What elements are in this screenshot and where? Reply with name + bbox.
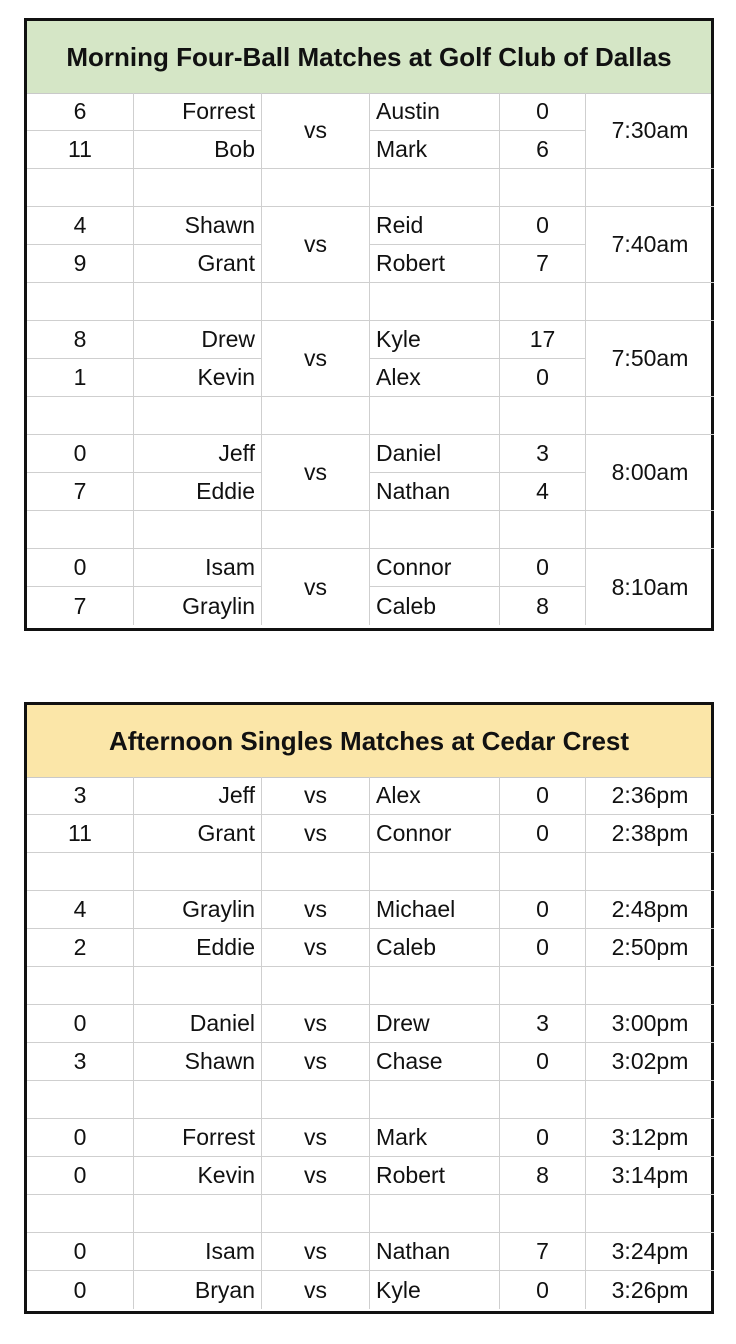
right-score: 3 — [500, 1005, 586, 1043]
vs-label: vs — [262, 1119, 370, 1157]
tee-time: 2:36pm — [586, 777, 714, 815]
tee-time: 2:38pm — [586, 815, 714, 853]
left-player: Isam — [134, 1233, 262, 1271]
left-player: Forrest — [134, 93, 262, 131]
left-player: Graylin — [134, 891, 262, 929]
right-score: 0 — [500, 929, 586, 967]
left-score: 7 — [27, 587, 134, 625]
spacer-cell — [500, 397, 586, 435]
spacer-cell — [500, 169, 586, 207]
left-player: Eddie — [134, 929, 262, 967]
tee-time: 8:00am — [586, 435, 714, 511]
right-player: Michael — [370, 891, 500, 929]
right-score: 6 — [500, 131, 586, 169]
right-player: Kyle — [370, 1271, 500, 1309]
right-score: 4 — [500, 473, 586, 511]
spacer-cell — [586, 1081, 714, 1119]
vs-label: vs — [262, 93, 370, 169]
right-player: Connor — [370, 815, 500, 853]
right-player: Nathan — [370, 473, 500, 511]
left-player: Drew — [134, 321, 262, 359]
spacer-cell — [586, 283, 714, 321]
tee-time: 3:26pm — [611, 1276, 689, 1303]
spacer-cell — [134, 511, 262, 549]
left-score: 3 — [27, 1043, 134, 1081]
vs-label: vs — [262, 929, 370, 967]
vs-label: vs — [262, 549, 370, 625]
spacer-cell — [370, 169, 500, 207]
spacer-cell — [500, 1081, 586, 1119]
spacer-cell — [27, 967, 134, 1005]
spacer-cell — [262, 511, 370, 549]
right-score: 7 — [500, 245, 586, 283]
tee-time: 7:50am — [586, 321, 714, 397]
right-score: 8 — [500, 587, 586, 625]
vs-label: vs — [262, 321, 370, 397]
tee-time: 2:50pm — [586, 929, 714, 967]
spacer-cell — [134, 853, 262, 891]
spacer-cell — [370, 967, 500, 1005]
afternoon-table-title: Afternoon Singles Matches at Cedar Crest — [27, 705, 711, 778]
left-player: Jeff — [134, 435, 262, 473]
right-score: 0 — [500, 207, 586, 245]
spacer-cell — [134, 169, 262, 207]
left-score: 0 — [27, 1271, 134, 1309]
left-score: 11 — [27, 815, 134, 853]
left-score: 8 — [27, 321, 134, 359]
vs-label: vs — [262, 1043, 370, 1081]
right-player: Daniel — [370, 435, 500, 473]
vs-label: vs — [262, 207, 370, 283]
left-score: 4 — [27, 207, 134, 245]
spacer-cell — [500, 967, 586, 1005]
right-score: 0 — [500, 1119, 586, 1157]
tee-time: 8:10am — [611, 573, 689, 600]
spacer-cell — [27, 1081, 134, 1119]
spacer-cell — [586, 967, 714, 1005]
right-player: Reid — [370, 207, 500, 245]
spacer-cell — [586, 511, 714, 549]
left-score: 2 — [27, 929, 134, 967]
right-player: Mark — [370, 1119, 500, 1157]
spacer-cell — [370, 397, 500, 435]
left-player: Bryan — [134, 1271, 262, 1309]
spacer-cell — [370, 853, 500, 891]
tee-time: 7:40am — [586, 207, 714, 283]
right-player: Nathan — [370, 1233, 500, 1271]
left-player: Bob — [134, 131, 262, 169]
spacer-cell — [27, 397, 134, 435]
spacer-cell — [134, 1081, 262, 1119]
right-score: 0 — [500, 891, 586, 929]
left-player: Shawn — [134, 207, 262, 245]
left-score: 9 — [27, 245, 134, 283]
left-player: Isam — [134, 549, 262, 587]
right-player: Chase — [370, 1043, 500, 1081]
spacer-cell — [262, 283, 370, 321]
spacer-cell — [586, 169, 714, 207]
right-score: 17 — [500, 321, 586, 359]
right-player: Austin — [370, 93, 500, 131]
spacer-cell — [27, 511, 134, 549]
spacer-cell — [370, 1081, 500, 1119]
right-score: 0 — [500, 1043, 586, 1081]
spacer-cell — [262, 967, 370, 1005]
left-score: 0 — [27, 1005, 134, 1043]
spacer-cell — [27, 169, 134, 207]
vs-label: vs — [262, 1005, 370, 1043]
right-score: 0 — [500, 549, 586, 587]
right-player: Alex — [370, 359, 500, 397]
spacer-cell — [500, 1195, 586, 1233]
left-player: Forrest — [134, 1119, 262, 1157]
spacer-cell — [27, 1195, 134, 1233]
vs-label: vs — [262, 891, 370, 929]
left-score: 0 — [27, 1233, 134, 1271]
left-score: 7 — [27, 473, 134, 511]
spacer-cell — [586, 397, 714, 435]
left-score: 11 — [27, 131, 134, 169]
spacer-cell — [500, 511, 586, 549]
vs-label: vs — [262, 777, 370, 815]
right-score: 0 — [500, 815, 586, 853]
spacer-cell — [586, 1195, 714, 1233]
spacer-cell — [370, 283, 500, 321]
right-score: 8 — [500, 1157, 586, 1195]
vs-label: vs — [262, 1271, 370, 1309]
left-score: 0 — [27, 435, 134, 473]
spacer-cell — [134, 397, 262, 435]
left-player: Eddie — [134, 473, 262, 511]
spacer-cell — [262, 397, 370, 435]
right-score: 0 — [500, 93, 586, 131]
left-player: Grant — [134, 815, 262, 853]
tee-time: 3:12pm — [586, 1119, 714, 1157]
spacer-cell — [500, 283, 586, 321]
left-score: 1 — [27, 359, 134, 397]
left-player: Jeff — [134, 777, 262, 815]
spacer-cell — [262, 1195, 370, 1233]
spacer-cell — [262, 853, 370, 891]
right-player: Caleb — [370, 587, 500, 625]
morning-table-title: Morning Four-Ball Matches at Golf Club of Dallas — [27, 21, 711, 94]
spacer-cell — [134, 283, 262, 321]
spacer-cell — [27, 283, 134, 321]
right-score: 0 — [500, 359, 586, 397]
spacer-cell — [262, 169, 370, 207]
left-player: Daniel — [134, 1005, 262, 1043]
vs-label: vs — [262, 435, 370, 511]
tee-time: 7:30am — [586, 93, 714, 169]
spacer-cell — [134, 967, 262, 1005]
spacer-cell — [27, 853, 134, 891]
right-player: Robert — [370, 1157, 500, 1195]
left-player: Graylin — [134, 587, 262, 625]
morning-matches-table — [24, 18, 714, 631]
right-score: 0 — [500, 777, 586, 815]
vs-label: vs — [262, 1233, 370, 1271]
afternoon-grid — [27, 777, 711, 1311]
left-player: Shawn — [134, 1043, 262, 1081]
spacer-cell — [134, 1195, 262, 1233]
spacer-cell — [500, 853, 586, 891]
tee-time: 3:24pm — [586, 1233, 714, 1271]
tee-time: 3:02pm — [586, 1043, 714, 1081]
right-player: Robert — [370, 245, 500, 283]
left-score: 4 — [27, 891, 134, 929]
left-score: 0 — [27, 1157, 134, 1195]
morning-grid — [27, 93, 711, 628]
right-score: 7 — [500, 1233, 586, 1271]
tee-time: 3:00pm — [586, 1005, 714, 1043]
left-player: Kevin — [134, 1157, 262, 1195]
right-player: Mark — [370, 131, 500, 169]
left-score: 3 — [27, 777, 134, 815]
left-score: 0 — [27, 549, 134, 587]
right-player: Alex — [370, 777, 500, 815]
right-score: 0 — [500, 1271, 586, 1309]
vs-label: vs — [262, 815, 370, 853]
left-score: 6 — [27, 93, 134, 131]
spacer-cell — [262, 1081, 370, 1119]
spacer-cell — [586, 853, 714, 891]
right-player: Kyle — [370, 321, 500, 359]
afternoon-matches-table — [24, 702, 714, 1314]
right-player: Caleb — [370, 929, 500, 967]
left-player: Grant — [134, 245, 262, 283]
tee-time: 2:48pm — [586, 891, 714, 929]
right-player: Connor — [370, 549, 500, 587]
spacer-cell — [370, 1195, 500, 1233]
right-score: 3 — [500, 435, 586, 473]
right-player: Drew — [370, 1005, 500, 1043]
spacer-cell — [370, 511, 500, 549]
vs-label: vs — [262, 1157, 370, 1195]
left-score: 0 — [27, 1119, 134, 1157]
left-player: Kevin — [134, 359, 262, 397]
tee-time: 3:14pm — [586, 1157, 714, 1195]
